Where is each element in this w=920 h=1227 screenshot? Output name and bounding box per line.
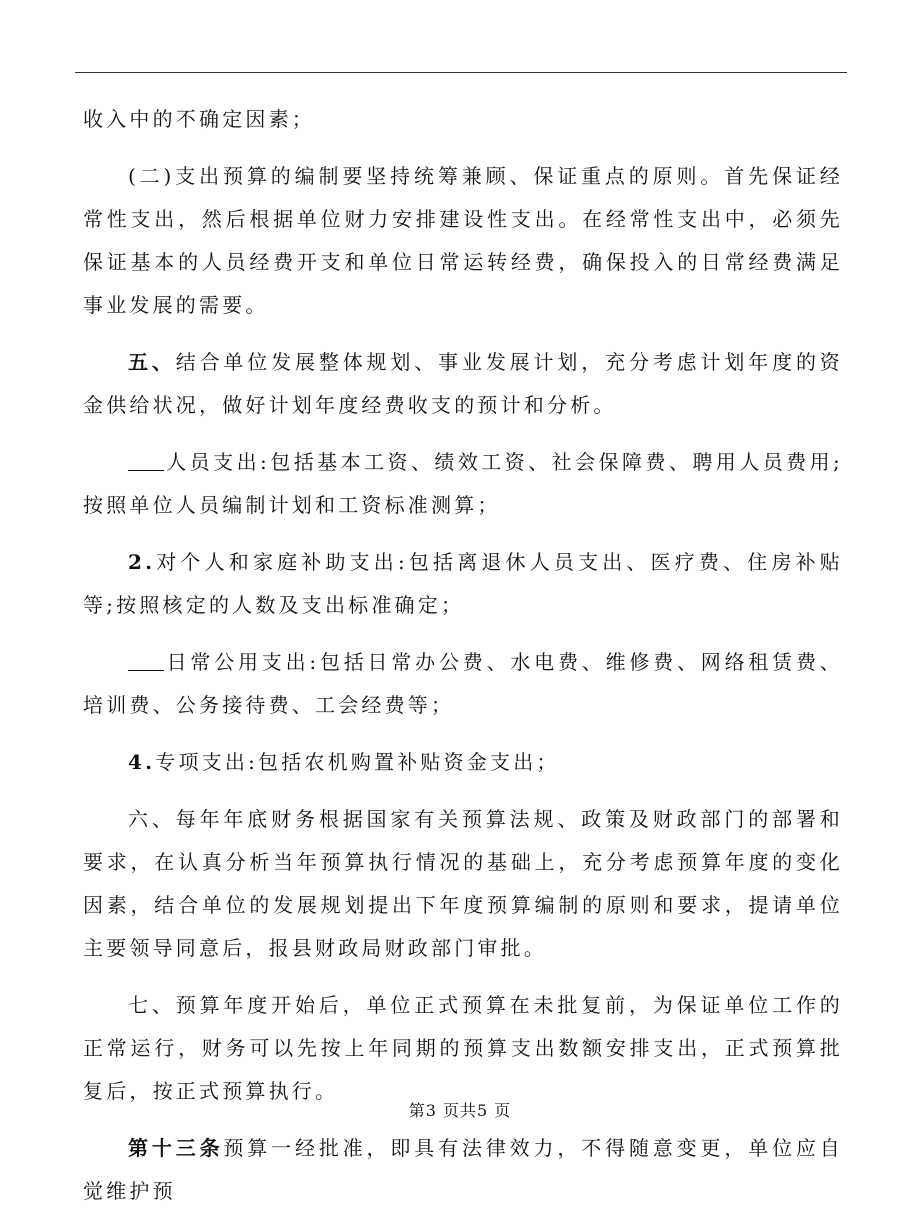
paragraph-1	[83, 98, 843, 141]
page-footer: 第3 页共5 页	[408, 1101, 512, 1120]
paragraph-3-text: 结合单位发展整体规划、事业发展计划，充分考虑计划年度的资金供给状况，做好计划年度经费收支的预计和分析。	[83, 350, 843, 417]
paragraph-6-text: 日常公用支出:包括日常办公费、水电费、维修费、网络租赁费、培训费、公务接待费、工会经费等；	[83, 650, 843, 717]
paragraph-9-text: 七、预算年度开始后，单位正式预算在未批复前，为保证单位工作的正常运行，财务可以先按上年同期的预算支出数额安排支出，正式预算批复后，按正式预算执行。	[83, 993, 843, 1103]
header-rule	[75, 72, 847, 73]
paragraph-7	[83, 741, 843, 784]
paragraph-5-text: 对个人和家庭补助支出:包括离退休人员支出、医疗费、住房补贴等;按照核定的人数及支出标准确定；	[83, 550, 843, 617]
paragraph-9	[83, 984, 843, 1113]
paragraph-8	[83, 798, 843, 970]
paragraph-3-lead: 五、	[128, 350, 176, 374]
paragraph-4	[83, 441, 843, 527]
fill-in-blank	[128, 450, 164, 471]
paragraph-4-text: 人员支出:包括基本工资、绩效工资、社会保障费、聘用人员费用;按照单位人员编制计划和工资标准测算；	[83, 450, 843, 517]
fill-in-blank	[128, 650, 164, 671]
paragraph-8-text: 六、每年年底财务根据国家有关预算法规、政策及财政部门的部署和要求，在认真分析当年预算执行情况的基础上，充分考虑预算年度的变化因素，结合单位的发展规划提出下年度预算编制的原则和要求，提请单位主要领导同意后，报县财政局财政部门审批。	[83, 807, 843, 960]
paragraph-7-lead: 4.	[128, 750, 156, 774]
paragraph-2-text: (二)支出预算的编制要坚持统筹兼顾、保证重点的原则。首先保证经常性支出，然后根据单位财力安排建设性支出。在经常性支出中，必须先保证基本的人员经费开支和单位日常运转经费，确保投入的日常经费满足事业发展的需要。	[83, 164, 843, 317]
paragraph-10-lead: 第十三条	[128, 1136, 224, 1160]
document-body	[83, 98, 843, 1227]
paragraph-1-text: 收入中的不确定因素；	[83, 107, 315, 131]
paragraph-5	[83, 541, 843, 627]
paragraph-7-text: 专项支出:包括农机购置补贴资金支出；	[155, 750, 560, 774]
paragraph-3	[83, 341, 843, 427]
paragraph-10	[83, 1127, 843, 1213]
paragraph-5-lead: 2.	[128, 550, 156, 574]
paragraph-2	[83, 155, 843, 327]
paragraph-10-text: 预算一经批准，即具有法律效力，不得随意变更，单位应自觉维护预	[83, 1136, 843, 1203]
paragraph-6	[83, 641, 843, 727]
